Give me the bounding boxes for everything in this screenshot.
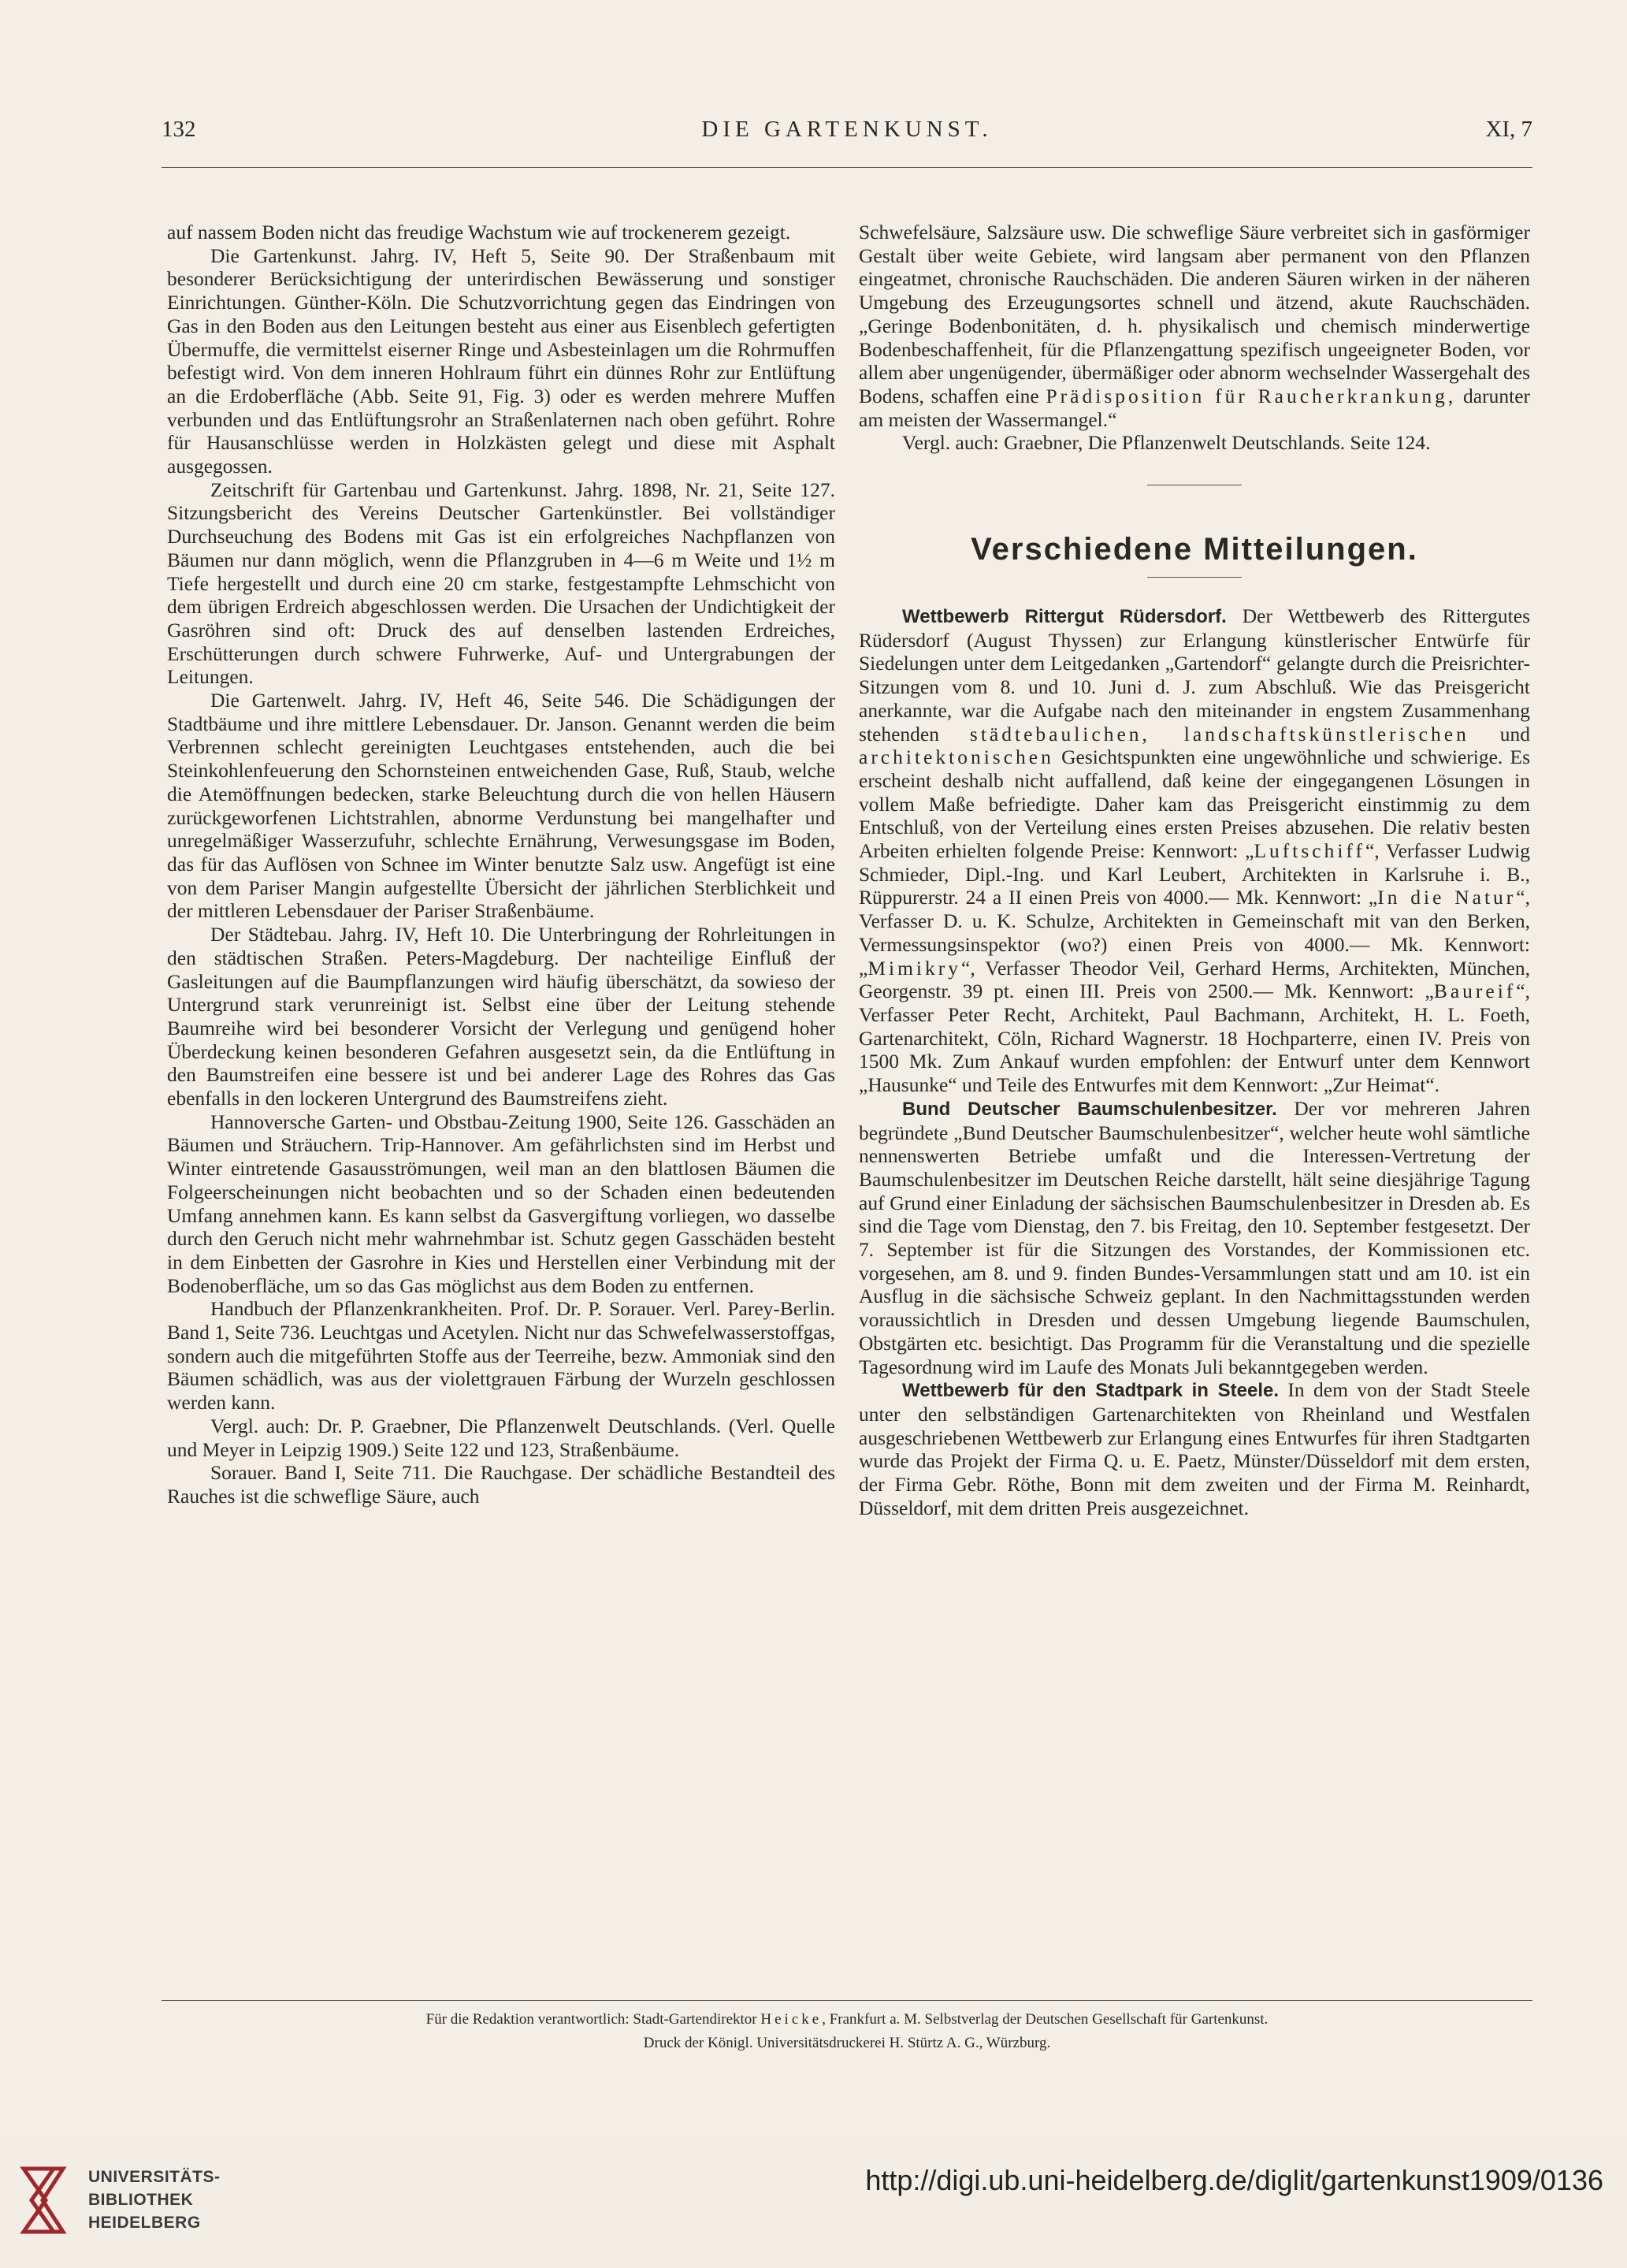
paragraph: Die Gartenkunst. Jahrg. IV, Heft 5, Seite 90. Der Straßenbaum mit besonderer Berücksichtigung der unterirdischen Bewässerung und sonstiger Einrichtungen. Günther-Köln. Die Schutzvorrichtung gegen das Eindringen von Gas in den Boden aus den Leitungen besteht aus einer aus Eisenblech gefertigten Übermuffe, die vermittelst eiserner Ringe und Asbesteinlagen um die Rohrmuffen befestigt wird. Von dem inneren Hohlraum führt ein dünnes Rohr zur Entlüftung an die Erdoberfläche (Abb. Seite 91, Fig. 3) oder es werden mehrere Muffen verbunden und das Entlüftungsrohr an Straßenlaternen nach oben geführt. Rohre für Hausanschlüsse werden in Holzkästen gelegt und diese mit Asphalt ausgegossen. [167, 244, 835, 478]
paragraph: Hannoversche Garten- und Obstbau-Zeitung 1900, Seite 126. Gasschäden an Bäumen und Sträuchern. Trip-Hannover. Am gefährlichsten sind im Herbst und Winter eintretende Gasausströmungen, weil man an den blattlosen Bäumen die Folgeerscheinungen nicht beobachten und so der Schaden einen bedeutenden Umfang annehmen kann. Es kann selbst da Gasvergiftung vorliegen, wo dasselbe durch den Geruch nicht mehr wahrnehmbar ist. Schutz gegen Gasschäden besteht in dem Einbetten der Gasrohre in Kies und Herstellen einer Verbindung mit der Bodenoberfläche, um so das Gas möglichst aus dem Boden zu entfernen. [167, 1110, 835, 1297]
spaced-text: Luftschiff [1254, 839, 1365, 863]
article-stadtpark-steele [859, 1378, 1530, 1519]
text-run: Für die Redaktion verantwortlich: Stadt-Gartendirektor [425, 2011, 757, 2028]
paragraph: Zeitschrift für Gartenbau und Gartenkunst. Jahrg. 1898, Nr. 21, Seite 127. Sitzungsbericht des Vereins Deutscher Gartenkünstler. Bei vollständiger Durchseuchung des Bodens mit Gas ist ein erfolgreiches Nachpflanzen von Bäumen nur dann möglich, wenn die Pflanzgruben in 4—6 m Weite und 1½ m Tiefe hergestellt und durch eine 20 cm starke, festgestampfte Lehmschicht von dem übrigen Erdreich abgeschlossen werden. Die Ursachen der Undichtigkeit der Gasröhren sind oft: Druck des auf denselben lastenden Erdreiches, Erschütterungen durch schwere Fuhrwerke, Auf- und Untergrabungen der Leitungen. [167, 478, 835, 689]
paragraph: Handbuch der Pflanzenkrankheiten. Prof. Dr. P. Sorauer. Verl. Parey-Berlin. Band 1, Seite 736. Leuchtgas und Acetylen. Nicht nur das Schwefelwasserstoffgas, sondern auch die mitgeführten Stoffe aus der Teerreihe, bezw. Ammoniak sind den Bäumen schädlich, was aus der violettgrauen Färbung der Wurzeln geschlossen werden kann. [167, 1297, 835, 1415]
page-header [162, 117, 1532, 156]
library-name-line: UNIVERSITÄTS- [88, 2168, 221, 2186]
text-run: , Frankfurt a. M. Selbstverlag der Deutschen Gesellschaft für Gartenkunst. [822, 2011, 1269, 2028]
library-bar [0, 2143, 1627, 2268]
spaced-text: In die Natur [1377, 886, 1517, 909]
left-column [167, 221, 835, 1508]
text-run: Schwefelsäure, Salzsäure usw. Die schweflige Säure verbreitet sich in gasförmiger Gestalt über weite Gebiete, wird langsam aber permanent von den Pflanzen eingeatmet, chronische Rauchschäden. Die anderen Säuren wirken in der näheren Umgebung des Erzeugungsortes schnell und ätzend, akute Rauchschäden. „Geringe Bodenbonitäten, d. h. physikalisch und chemisch minderwertige Bodenbeschaffenheit, für die Pflanzengattung spezifisch ungeeigneter Boden, vor allem aber ungenügender, übermäßiger oder abnorm wechselnder Wassergehalt des Bodens, schaffen eine [859, 221, 1530, 407]
article-heading: Bund Deutscher Baumschulenbesitzer. [902, 1098, 1277, 1120]
spaced-text: Baureif [1433, 980, 1517, 1003]
paragraph: Die Gartenwelt. Jahrg. IV, Heft 46, Seite 546. Die Schädigungen der Stadtbäume und ihre mittlere Lebensdauer. Dr. Janson. Genannt werden die beim Verbrennen schlecht gereinigten Leuchtgases entstehenden, auch die bei Steinkohlenfeuerung den Schornsteinen entweichenden Gase, Ruß, Staub, welche die Atemöffnungen bedecken, starke Beleuchtung durch die von hellen Häusern zurückgeworfenen Lichtstrahlen, abnorme Verdunstung bei mangelhafter und unregelmäßiger Wasserzufuhr, schlechte Ernährung, Verwesungsgase im Boden, das für das Auflösen von Schnee im Winter benutzte Salz usw. Angefügt ist eine von dem Pariser Mangin aufgestellte Übersicht der jährlichen Sterblichkeit und der mittleren Lebensdauer der Pariser Straßenbäume. [167, 689, 835, 923]
text-run: “, Verfasser D. u. K. Schulze, Architekten in Gemeinschaft mit van den Berken, Vermessungsinspektor (wo?) einen Preis von 4000.— Mk. Kennwort: „ [859, 886, 1530, 980]
article-heading: Wettbewerb für den Stadtpark in Steele. [902, 1380, 1280, 1402]
paragraph: Vergl. auch: Graebner, Die Pflanzenwelt Deutschlands. Seite 124. [902, 431, 1431, 455]
article-wettbewerb-ruedersdorf [859, 604, 1530, 1097]
paragraph [859, 221, 1530, 431]
paragraph: auf nassem Boden nicht das freudige Wachstum wie auf trockenerem gezeigt. [167, 221, 791, 244]
issue-number: XI, 7 [1485, 117, 1532, 142]
spaced-text: Heicke [760, 2011, 823, 2028]
section-rule [1147, 577, 1242, 578]
source-url[interactable]: http://digi.ub.uni-heidelberg.de/diglit/gartenkunst1909/0136 [865, 2164, 1603, 2196]
library-name-line: HEIDELBERG [88, 2214, 201, 2232]
paragraph: Sorauer. Band I, Seite 711. Die Rauchgase. Der schädliche Bestandteil des Rauches ist die schweflige Säure, auch [167, 1461, 835, 1508]
article-bund-baumschulenbesitzer [859, 1097, 1530, 1378]
text-run: Gesichtspunkten eine ungewöhnliche und schwierige. Es erscheint deshalb nicht auffallend, daß keine der eingegangenen Lösungen in vollem Maße befriedigte. Daher kam das Preisgericht einstimmig zu dem Entschluß, von der Verteilung eines ersten Preises abzusehen. Die relativ besten Arbeiten erhielten folgende Preise: Kennwort: „ [859, 745, 1531, 863]
spaced-text: städtebaulichen, landschaftskünstlerischen [969, 722, 1469, 745]
header-rule [162, 167, 1532, 168]
text-run: “, Verfasser Ludwig Schmieder, Dipl.-Ing. und Karl Leubert, Architekten in Karlsruhe i. B., Rüppurerstr. 24 a II einen Preis von 4000.— Mk. Kennwort: „ [859, 839, 1530, 909]
text-run: “, Verfasser Peter Recht, Architekt, Paul Bachmann, Architekt, H. L. Foeth, Gartenarchitekt, Cöln, Richard Wagnerstr. 18 Hochparterre, einen IV. Preis von 1500 Mk. Zum Ankauf wurden empfohlen: der Entwurf unter dem Kennwort „Hausunke“ und Teile des Entwurfes mit dem Kennwort: „Zur Heimat“. [859, 980, 1530, 1097]
heidelberg-library-logo-icon [16, 2161, 71, 2240]
text-run: Der vor mehreren Jahren begründete „Bund Deutscher Baumschulenbesitzer“, welcher heute wohl sämtliche nennenswerten Betriebe umfaßt und die Interessen-Vertretung der Baumschulenbesitzer im Deutschen Reiche darstellt, hält seine diesjährige Tagung auf Grund einer Einladung der sächsischen Baumschulenbesitzer in Dresden ab. Es sind die Tage vom Dienstag, den 7. bis Freitag, den 10. September festgesetzt. Der 7. September ist für die Sitzungen des Vorstandes, der Kommissionen etc. vorgesehen, am 8. und 9. finden Bundes-Versammlungen statt und am 10. ist ein Ausflug in die sächsische Schweiz geplant. In den Nachmittagsstunden werden voraussichtlich in Dresden und dessen Umgebung liegende Baumschulen, Obstgärten etc. besichtigt. Das Programm für die Veranstaltung und die spezielle Tagesordnung wird im Laufe des Monats Juli bekanntgegeben werden. [859, 1096, 1530, 1378]
section-title: Verschiedene Mitteilungen. [971, 532, 1418, 567]
paragraph: Der Städtebau. Jahrg. IV, Heft 10. Die Unterbringung der Rohrleitungen in den städtischen Straßen. Peters-Magdeburg. Der nachteilige Einfluß der Gasleitungen auf die Baumpflanzungen wird häufig überschätzt, da sowieso der Untergrund stark verunreinigt ist. Selbst eine über der Leitung stehende Baumreihe wird bei besonderer Vorsicht der Verlegung und genügend hoher Überdeckung keinen besonderen Gefahren ausgesetzt sein, da die Entlüftung in den Baumstreifen eine bessere ist und bei anderer Lage des Rohres das Gas ebenfalls in den lockeren Untergrund des Baumstreifens zieht. [167, 923, 835, 1110]
footer-rule [162, 2000, 1532, 2001]
library-name-line: BIBLIOTHEK [88, 2191, 194, 2209]
text-run: darunter am meisten der Wassermangel.“ [859, 384, 1531, 431]
journal-title: DIE GARTENKUNST. [701, 117, 993, 142]
spaced-text: architektonischen [859, 745, 1054, 769]
spaced-text: Mimikry [867, 956, 961, 980]
text-run: Der Wettbewerb des Rittergutes Rüdersdorf (August Thyssen) zur Erlangung künstlerischer Entwürfe für Siedelungen unter dem Leitgedanken „Gartendorf“ gelangte durch die Preisrichter-Sitzungen vom 8. und 10. Juni d. J. zum Abschluß. Wie das Preisgericht anerkannte, war die Aufgabe nach den miteinander in engstem Zusammenhang stehenden [859, 604, 1531, 745]
text-run: In dem von der Stadt Steele unter den selbständigen Gartenarchitekten von Rheinland und Westfalen ausgeschriebenen Wettbewerb zur Erlangung eines Entwurfes für ihren Stadtgarten wurde das Projekt der Firma Q. u. E. Paetz, Münster/Düsseldorf mit dem ersten, der Firma Gebr. Röthe, Bonn mit dem zweiten und der Firma M. Reinhardt, Düsseldorf, mit dem dritten Preis ausgezeichnet. [859, 1378, 1530, 1519]
article-heading: Wettbewerb Rittergut Rüdersdorf. [902, 606, 1227, 628]
logo-graphic [16, 2161, 71, 2240]
text-run: “, Verfasser Theodor Veil, Gerhard Herms, Architekten, München, Georgenstr. 39 pt. einen III. Preis von 2500.— Mk. Kennwort: „ [859, 956, 1530, 1003]
imprint-footer [162, 2008, 1532, 2055]
right-column [859, 221, 1530, 1519]
text-run: und [1499, 722, 1531, 745]
paragraph: Vergl. auch: Dr. P. Graebner, Die Pflanzenwelt Deutschlands. (Verl. Quelle und Meyer in Leipzig 1909.) Seite 122 und 123, Straßenbäume. [167, 1414, 835, 1461]
imprint-line [162, 2008, 1532, 2032]
printer-line: Druck der Königl. Universitätsdruckerei H. Stürtz A. G., Würzburg. [643, 2035, 1051, 2051]
page-number: 132 [162, 117, 196, 142]
library-name [88, 2166, 221, 2234]
spaced-text: Prädisposition für Raucherkrankung, [1046, 384, 1457, 407]
